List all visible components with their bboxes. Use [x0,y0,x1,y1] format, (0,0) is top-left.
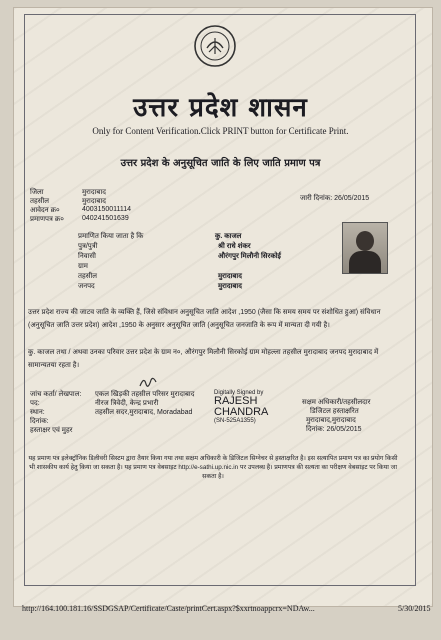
certificate-title: उत्तर प्रदेश के अनुसूचित जाति के लिए जाति प्रमाण पत्र [120,158,321,169]
digital-sign-line: Digitally Signed by [214,390,264,396]
page-title: उत्तर प्रदेश शासन [133,93,308,123]
place-label: स्थान: [30,409,45,416]
father-label: पुत्र/पुत्री [78,243,98,250]
applicant-name: कु. काजल [215,233,242,240]
report-label: जांच कर्ता/ लेखपाल: [30,391,82,398]
authority-date: दिनांक: 26/05/2015 [306,426,362,433]
authority-name: डिजिटल हस्ताक्षरित [310,408,359,415]
photo-body [349,251,381,273]
issue-date: जारी दिनांक: 26/05/2015 [300,195,370,202]
residence-label: निवासी [78,253,96,260]
subtitle: Only for Content Verification.Click PRINT button for Certificate Print. [92,126,349,136]
certify-intro: प्रमाणित किया जाता है कि [78,233,144,240]
digital-signature [214,390,284,424]
caste-paragraph: उत्तर प्रदेश राज्य की जाटव जाति के व्यक्ति हैं, जिसे संविधान अनुसूचित जाति आदेश ,1950 (जैसा कि समय समय पर संशोधित हुआ) संविधान (अनुसूचित जाति उत्तर प्रदेश) आदेश ,1950 के अनुसार अनुसूचित जाति (अनुसूचित जनजाति के रूप में मान्यता दी गयी है। [28,309,381,329]
certificate-label: प्रमाणपत्र क्र० [30,216,64,223]
digital-sign-name: RAJESH CHANDRA [214,395,269,418]
application-value: 4003150011114 [82,206,132,213]
photo-head [356,231,374,251]
browser-url: http://164.100.181.16/SSDGSAP/Certificate/Caste/printCert.aspx?$xxrtnoappcrx=NDAw... [22,604,315,613]
certificate-value: 040241501639 [82,215,129,222]
certify-district-value: मुरादाबाद [218,283,242,290]
post-value: नीरज त्रिवेदी, केन्द्र प्रभारी [95,400,159,407]
signature-scribble-icon [138,374,158,390]
certify-tehsil-label: तहसील [78,273,97,280]
village-label: ग्राम [78,263,88,270]
residence-value: औरंगपुर मिलौनी सिरकोई [218,253,281,260]
sign-label: हस्ताक्षर एवं मुहर [30,427,73,434]
digital-sign-id: (SN-525A1355) [214,418,256,424]
father-value: श्री राधे शंकर [218,243,251,250]
authority-title: सक्षम अधिकारी/तहसीलदार [302,399,371,406]
residence-paragraph: कु. काजल तथा / अथवा उनका परिवार उत्तर प्रदेश के ग्राम न०, औरंगपुर मिलौनी सिरकोई ग्राम मोहल्ला तहसील मुरादाबाद जनपद मुरादाबाद में सामान्यतया रहता है। [28,349,379,369]
date-label: दिनांक: [30,418,49,425]
certify-tehsil-value: मुरादाबाद [218,273,242,280]
authority-place: मुरादाबाद,मुरादाबाद [306,417,356,424]
certify-district-label: जनपद [78,283,95,290]
browser-date: 5/30/2015 [398,604,431,613]
application-label: आवेदन क्र० [30,207,60,214]
tehsil-label: तहसील [30,198,49,205]
up-emblem-icon [193,24,237,68]
district-value: मुरादाबाद [82,189,106,196]
post-label: पद: [30,400,40,407]
district-label: जिला [30,189,44,196]
place-value: तहसील सदर,मुरादाबाद, Moradabad [95,409,193,416]
footer-note: यह प्रमाण पत्र इलेक्ट्रॉनिक डिलीवरी सिस्टम द्वारा तैयार किया गया तथा सक्षम अधिकारी के डिजिटल सिग्नेचर से हस्ताक्षरित है। इस सत्यापित प्रमाण पत्र का प्रयोग किसी भी शासकीय कार्य हेतु किया जा सकता है। यह प्रमाण पत्र वेबसाइट http://e-sathi.up.nic.in पर उपलब्ध है। प्रमाणपत्र की सत्यता का परीक्षण वेबसाइट पर किया जा सकता है। [28,455,398,480]
report-value: एकल खिड़की तहसील परिसर मुरादाबाद [95,391,195,398]
applicant-photo [342,222,388,274]
tehsil-value: मुरादाबाद [82,198,106,205]
